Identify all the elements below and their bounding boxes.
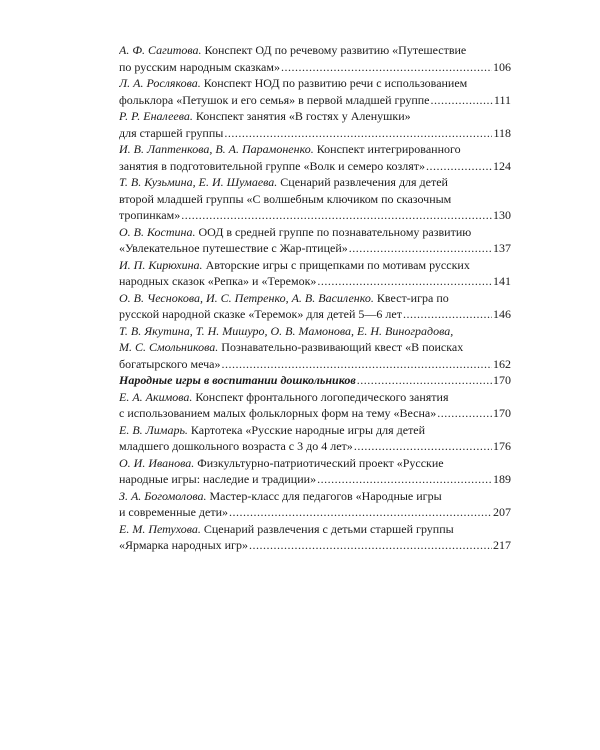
toc-leader-dots (354, 438, 492, 455)
toc-entry[interactable] (119, 521, 511, 554)
toc-entry-text: народные игры: наследие и традиции» (119, 472, 317, 486)
toc-entry[interactable] (119, 108, 511, 141)
toc-entry-text: Е. А. Акимова. Конспект фронтального логопедического занятия (119, 389, 449, 404)
toc-author: О. И. Иванова. (119, 455, 195, 470)
toc-entry[interactable] (119, 257, 511, 290)
toc-page-number: 106 (493, 59, 511, 74)
toc-page-number: 176 (493, 439, 511, 453)
toc-page-number: 111 (493, 92, 511, 107)
toc-entry-text: Народные игры в воспитании дошкольников (119, 373, 356, 387)
toc-entry[interactable] (119, 141, 511, 174)
toc-page-number: 162 (493, 356, 511, 371)
toc-leader-dots (249, 537, 492, 554)
toc-entry-line (119, 488, 511, 505)
toc-entry-text (119, 324, 453, 338)
toc-page-number: 118 (493, 125, 511, 140)
toc-entry[interactable] (119, 75, 511, 108)
toc-entry-line (119, 257, 511, 274)
toc-author: Т. В. Кузьмина, Е. И. Шумаева. (119, 175, 278, 189)
toc-entry[interactable] (119, 42, 511, 75)
toc-entry-text: М. С. Смольникова. Познавательно-развивающий квест «В поисках (119, 340, 464, 354)
toc-entry-text: и современные дети» (119, 505, 228, 519)
toc-entry-line (119, 75, 511, 92)
toc-leader-dots (222, 356, 492, 373)
toc-entry-text: тропинкам» (119, 208, 181, 222)
toc-entry-line (119, 521, 511, 538)
toc-entry-text: фольклора «Петушок и его семья» в первой младшей группе (119, 92, 430, 107)
toc-entry[interactable] (119, 488, 511, 521)
toc-author: Е. В. Лимарь. (119, 422, 188, 437)
toc-entry-line (119, 174, 511, 191)
toc-entry-text: занятия в подготовительной группе «Волк и семеро козлят» (119, 158, 426, 173)
toc-leader-dots (357, 372, 492, 389)
toc-entry-line (119, 537, 511, 554)
toc-author: М. С. Смольникова. (119, 340, 219, 354)
toc-entry-text: И. П. Кирюхина. Авторские игры с прищепками по мотивам русских (119, 257, 470, 272)
toc-entry-line (119, 240, 511, 257)
toc-leader-dots (403, 306, 492, 323)
toc-entry-text: по русским народным сказкам» (119, 59, 280, 74)
toc-entry-text: О. В. Костина. ООД в средней группе по познавательному развитию (119, 224, 472, 239)
toc-author: Е. М. Петухова. (119, 521, 201, 536)
toc-entry[interactable] (119, 224, 511, 257)
toc-entry-line (119, 125, 511, 142)
toc-author: Л. А. Рослякова. (119, 76, 201, 90)
toc-author: Т. В. Якутина, Т. Н. Мишуро, О. В. Мамонова, Е. Н. Виноградова, (119, 323, 454, 338)
toc-entry-text: А. Ф. Сагитова. Конспект ОД по речевому развитию «Путешествие (119, 43, 467, 57)
toc-entry[interactable] (119, 290, 511, 323)
toc-leader-dots (426, 158, 492, 175)
toc-entry-text: второй младшей группы «С волшебным ключиком по сказочным (119, 191, 452, 206)
toc-page-number: 170 (493, 373, 511, 387)
toc-entry-line (119, 323, 511, 340)
toc-page-number: 141 (493, 274, 511, 288)
toc-entry-line (119, 405, 511, 422)
toc-entry-line (119, 471, 511, 488)
toc-page-number: 124 (493, 158, 511, 173)
toc-author: О. В. Костина. (119, 224, 196, 239)
toc-page-number: 207 (493, 505, 511, 519)
toc-author: З. А. Богомолова. (119, 488, 207, 503)
toc-leader-dots (281, 59, 492, 76)
toc-author: Р. Р. Еналеева. (119, 109, 193, 123)
toc-leader-dots (229, 504, 492, 521)
toc-page-number: 130 (493, 208, 511, 222)
toc-entry-text: Р. Р. Еналеева. Конспект занятия «В гостях у Аленушки» (119, 109, 411, 123)
toc-entry-line (119, 389, 511, 406)
toc-leader-dots (181, 207, 492, 224)
toc-entry-line (119, 306, 511, 323)
toc-entry-text: для старшей группы (119, 125, 224, 140)
toc-entry-line (119, 224, 511, 241)
toc-page-number: 189 (493, 472, 511, 486)
toc-author: И. П. Кирюхина. (119, 257, 203, 272)
toc-entry-text: младшего дошкольного возраста с 3 до 4 лет» (119, 439, 353, 453)
toc-leader-dots (317, 273, 492, 290)
toc-page-number: 146 (493, 307, 511, 321)
toc-entry-line (119, 273, 511, 290)
toc-entry-line (119, 42, 511, 59)
toc-leader-dots (430, 92, 492, 109)
toc-entry-text: с использованием малых фольклорных форм на тему «Весна» (119, 406, 437, 420)
toc-entry-line (119, 438, 511, 455)
toc-entry-text: народных сказок «Репка» и «Теремок» (119, 274, 317, 288)
toc-page-number: 217 (493, 538, 511, 552)
toc-entry-text: Е. В. Лимарь. Картотека «Русские народные игры для детей (119, 422, 426, 437)
toc-entry-line (119, 455, 511, 472)
toc-entry-text: Л. А. Рослякова. Конспект НОД по развитию речи с использованием (119, 76, 468, 90)
toc-entry[interactable] (119, 389, 511, 422)
toc-entry-line (119, 339, 511, 356)
toc-author: О. В. Чеснокова, И. С. Петренко, А. В. Василенко. (119, 290, 374, 305)
toc-entry-line (119, 372, 511, 389)
toc-entry-line (119, 207, 511, 224)
toc-page-number: 170 (493, 406, 511, 420)
toc-entry-line (119, 92, 511, 109)
toc-entry-line (119, 191, 511, 208)
toc-entry-line (119, 108, 511, 125)
toc-author: И. В. Лаптенкова, В. А. Парамоненко. (119, 142, 314, 156)
toc-entry-text: З. А. Богомолова. Мастер-класс для педагогов «Народные игры (119, 488, 442, 503)
toc-author: А. Ф. Сагитова. (119, 43, 202, 57)
toc-entry-text: И. В. Лаптенкова, В. А. Парамоненко. Конспект интегрированного (119, 142, 461, 156)
toc-section-heading[interactable] (119, 372, 511, 389)
toc-entry-line (119, 356, 511, 373)
toc-leader-dots (317, 471, 492, 488)
toc-entry-line (119, 504, 511, 521)
toc-entry-text: богатырского меча» (119, 356, 221, 371)
toc-entry[interactable] (119, 174, 511, 224)
toc-entry-text: русской народной сказке «Теремок» для детей 5—6 лет (119, 307, 402, 321)
toc-entry-text: «Увлекательное путешествие с Жар-птицей» (119, 241, 348, 255)
toc-entry-line (119, 59, 511, 76)
toc-entry-line (119, 158, 511, 175)
toc-entry-text: Е. М. Петухова. Сценарий развлечения с детьми старшей группы (119, 521, 454, 536)
toc-leader-dots (224, 125, 492, 142)
toc-leader-dots (437, 405, 492, 422)
table-of-contents (119, 42, 511, 554)
toc-page-number: 137 (493, 241, 511, 255)
toc-entry-text: «Ярмарка народных игр» (119, 538, 248, 552)
toc-author: Е. А. Акимова. (119, 389, 193, 404)
toc-leader-dots (349, 240, 492, 257)
toc-entry-text: О. И. Иванова. Физкультурно-патриотический проект «Русские (119, 455, 444, 470)
toc-entry-line (119, 422, 511, 439)
toc-entry-text: О. В. Чеснокова, И. С. Петренко, А. В. Василенко. Квест-игра по (119, 290, 449, 305)
toc-entry-text: Т. В. Кузьмина, Е. И. Шумаева. Сценарий развлечения для детей (119, 175, 448, 189)
toc-entry-line (119, 290, 511, 307)
toc-entry-line (119, 141, 511, 158)
toc-entry[interactable] (119, 422, 511, 455)
toc-entry[interactable] (119, 323, 511, 373)
toc-entry[interactable] (119, 455, 511, 488)
